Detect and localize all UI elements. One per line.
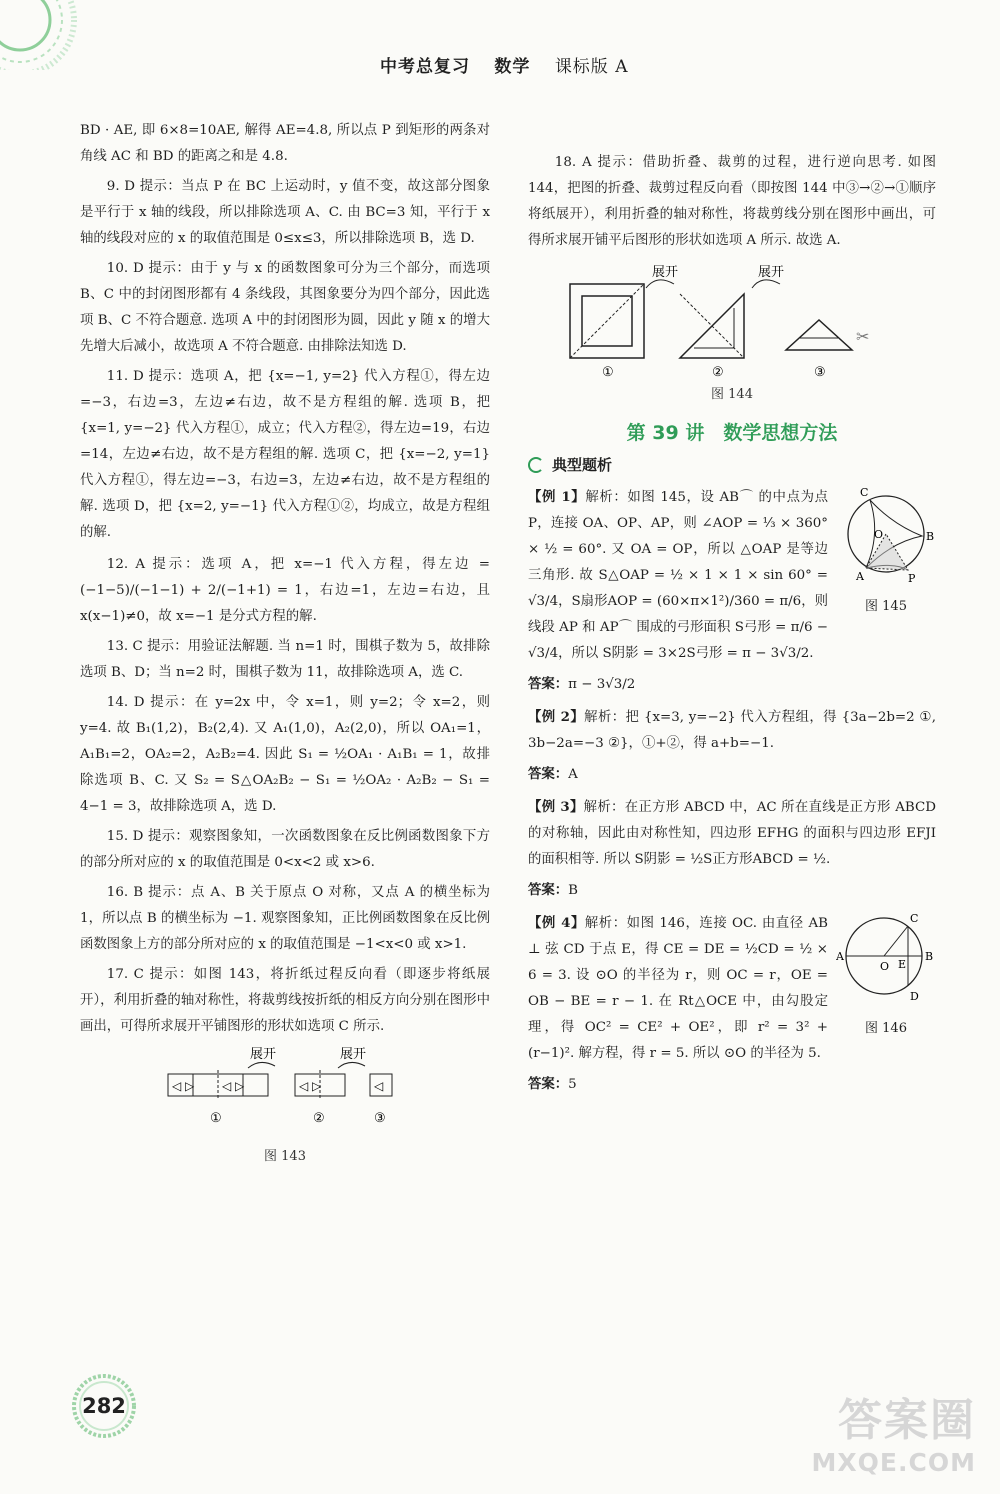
fig145-point-c: C <box>860 486 869 499</box>
figure-144-unfold-2: 展开 <box>758 265 785 280</box>
page-number-badge <box>70 1372 138 1440</box>
watermark <box>812 1384 976 1477</box>
svg-text:◁ ▷: ◁ ▷ <box>172 1079 195 1093</box>
figure-143-drawing <box>160 1044 410 1144</box>
example-2-answer-label: 答案： <box>528 766 569 782</box>
example-1-answer-label: 答案： <box>528 676 569 692</box>
lecture-title: 第 39 讲 数学思想方法 <box>626 422 838 444</box>
figure-143-caption: 图 143 <box>264 1149 306 1164</box>
subject: 数学 <box>494 57 531 77</box>
fig146-point-a: A <box>836 950 844 963</box>
example-1-answer-value: π − 3√3/2 <box>568 677 636 692</box>
svg-text:◁ ▷: ◁ ▷ <box>222 1079 245 1093</box>
example-2-answer <box>528 761 936 788</box>
example-3-answer-value: B <box>568 883 579 898</box>
example-2-text: 解析：把 {x=3, y=−2} 代入方程组，得 {3a−2b=2 ①, 3b−2a=−3 ②}，①+②，得 a+b=−1. <box>528 710 936 751</box>
answer-17: 17. C 提示：如图 143，将折纸过程反向看（即逐步将纸展开），利用折叠的轴对称性，将裁剪线按折纸的相反方向分别在图形中画出，可得所求展开平铺图形的形状如选项 C 所示. <box>80 967 490 1034</box>
fig146-point-d: D <box>910 990 919 1003</box>
figure-145-caption: 图 145 <box>865 599 907 614</box>
section-heading <box>528 452 936 478</box>
figure-144-step-1: ① <box>602 365 614 380</box>
fig145-point-p: P <box>908 572 916 584</box>
figure-143 <box>80 1044 490 1170</box>
watermark-logo: 答案圈 <box>838 1395 976 1446</box>
figure-143-step-2: ② <box>313 1111 325 1126</box>
figure-143-step-1: ① <box>210 1111 222 1126</box>
example-4-answer <box>528 1071 936 1098</box>
figure-145-drawing <box>836 484 936 584</box>
example-3-answer-label: 答案： <box>528 882 569 898</box>
book-title: 中考总复习 <box>380 57 470 77</box>
example-3-label: 【例 3】 <box>528 799 584 815</box>
figure-144-drawing <box>562 262 902 382</box>
example-3-text: 解析：在正方形 ABCD 中，AC 所在直线是正方形 ABCD 的对称轴，因此由对称性知，四边形 EFHG 的面积与四边形 EFJI 的面积相等. 所以 S阴影 = ½S正方形ABCD = ½. <box>528 800 936 867</box>
answer-10: 10. D 提示：由于 y 与 x 的函数图象可分为三个部分，而选项 B、C 中的封闭图形都有 4 条线段，其图象要分为四个部分，因此选项 B、C 不符合题意. 选项 A 中的封闭图形为圆，因此 y 随 x 的增大先增大后减小，故选项 A 不符合题意. 由排除法知选 D. <box>80 261 490 354</box>
fig146-point-b: B <box>925 950 934 963</box>
answer-9: 9. D 提示：当点 P 在 BC 上运动时，y 值不变，故这部分图象是平行于 x 轴的线段，所以排除选项 A、C. 由 BC=3 知，平行于 x 轴的线段对应的 x 的取值范围是 0≤x≤3，所以排除选项 B，选 D. <box>80 179 490 246</box>
intro-paragraph: BD · AE, 即 6×8=10AE, 解得 AE=4.8, 所以点 P 到矩形的两条对角线 AC 和 BD 的距离之和是 4.8. <box>80 123 490 164</box>
page-number: 282 <box>82 1394 126 1418</box>
figure-143-step-3: ③ <box>374 1111 386 1126</box>
figure-146-drawing <box>836 910 936 1006</box>
example-2 <box>528 704 936 757</box>
running-header <box>380 52 629 77</box>
answer-11: 11. D 提示：选项 A，把 {x=−1, y=2} 代入方程①，得左边=−3，右边=3，左边≠右边，故不是方程组的解. 选项 B，把 {x=1, y=−2} 代入方程①，成立；代入方程②，得左边=19，右边=14，左边≠右边，故不是方程组的解. 选项 C，把 {x=−2, y=1} 代入方程①，得左边=−3，右边=3，左边≠右边，故不是方程组的解. 选项 D，把 {x=2, y=−1} 代入方程①②，均成立，故是方程组的解. <box>80 369 490 540</box>
fig145-point-b: B <box>926 530 935 543</box>
svg-text:◁: ◁ <box>374 1079 384 1093</box>
edition: 课标版 A <box>554 57 629 77</box>
example-1-label: 【例 1】 <box>528 489 586 505</box>
answer-14: 14. D 提示：在 y=2x 中，令 x=1，则 y=2；令 x=2，则 y=4. 故 B₁(1,2)，B₂(2,4). 又 A₁(1,0)，A₂(2,0)，所以 OA₁=1，A₁B₁=2，OA₂=2，A₂B₂=4. 因此 S₁ = ½OA₁ · A₁B₁ = 1，故排除选项 B、C. 又 S₂ = S△OA₂B₂ − S₁ = ½OA₂ · A₂B₂ − S₁ = 4−1 = 3，故排除选项 A，选 D. <box>80 695 490 814</box>
figure-143-unfold-2: 展开 <box>340 1047 367 1062</box>
figure-146 <box>836 910 936 1042</box>
example-4-answer-label: 答案： <box>528 1076 569 1092</box>
fig145-point-o: O <box>874 528 884 541</box>
figure-144-unfold-1: 展开 <box>652 265 679 280</box>
fig145-point-a: A <box>856 570 864 583</box>
figure-144-step-3: ③ <box>814 365 826 380</box>
section-circle-icon <box>528 457 544 473</box>
example-2-answer-value: A <box>568 767 578 782</box>
example-4-text: 解析：如图 146，连接 OC. 由直径 AB ⊥ 弦 CD 于点 E，得 CE = DE = ½CD = ½ × 6 = 3. 设 ⊙O 的半径为 r，则 OC = r，OE = OB − BE = r − 1. 在 Rt△OCE 中，由勾股定理，得 OC² = CE² + OE²，即 r² = 3² + (r−1)². 解方程，得 r = 5. 所以 ⊙O 的半径为 5. <box>528 916 828 1061</box>
corner-decoration <box>0 0 110 70</box>
example-2-label: 【例 2】 <box>528 709 585 725</box>
example-4-label: 【例 4】 <box>528 915 585 931</box>
example-1-text: 解析：如图 145，设 AB⌒ 的中点为点 P，连接 OA、OP、AP，则 ∠AOP = ⅓ × 360° × ½ = 60°. 又 OA = OP，所以 △OAP 是等边三角形. 故 S△OAP = ½ × 1 × 1 × sin 60° = √3/4，S扇形AOP = (60×π×1²)/360 = π/6，则线段 AP 和 AP⌒ 围成的弓形面积 S弓形 = π/6 − √3/4，所以 S阴影 = 3×2S弓形 = π − 3√3/2. <box>528 490 829 661</box>
answer-18: 18. A 提示：借助折叠、裁剪的过程，进行逆向思考. 如图 144，把图的折叠、裁剪过程反向看（即按图 144 中③→②→①顺序将纸展开），利用折叠的轴对称性，将裁剪线分别在图形中画出，可得所求展开铺平后图形的形状如选项 A 所示. 故选 A. <box>528 155 936 248</box>
answer-13: 13. C 提示：用验证法解题. 当 n=1 时，围棋子数为 5，故排除选项 B、D；当 n=2 时，围棋子数为 11，故排除选项 A，选 C. <box>80 639 490 680</box>
figure-144 <box>528 262 936 408</box>
figure-143-unfold-1: 展开 <box>250 1047 277 1062</box>
example-1-answer <box>528 671 936 698</box>
left-column <box>80 118 490 1170</box>
fig146-point-c: C <box>910 912 919 925</box>
svg-text:✂: ✂ <box>856 327 870 346</box>
answer-12: 12. A 提示：选项 A，把 x=−1 代入方程，得左边 = (−1−5)/(−1−1) + 2/(−1+1) = 1，右边=1，左边=右边，且 x(x−1)≠0，故 x=−1 是分式方程的解. <box>80 557 490 624</box>
answer-15: 15. D 提示：观察图象知，一次函数图象在反比例函数图象下方的部分所对应的 x 的取值范围是 0<x<2 或 x>6. <box>80 829 490 870</box>
watermark-url: MXQE.COM <box>811 1448 976 1477</box>
answer-16: 16. B 提示：点 A、B 关于原点 O 对称，又点 A 的横坐标为 1，所以点 B 的横坐标为 −1. 观察图象知，正比例函数图象在反比例函数图象上方的部分所对应的 x 的取值范围是 −1<x<0 或 x>1. <box>80 885 490 952</box>
fig146-point-o: O <box>880 960 890 973</box>
svg-text:◁ ▷: ◁ ▷ <box>299 1079 322 1093</box>
figure-145 <box>836 484 936 620</box>
figure-146-caption: 图 146 <box>865 1021 907 1036</box>
example-4-answer-value: 5 <box>568 1077 577 1092</box>
fig146-point-e: E <box>898 958 907 971</box>
figure-144-step-2: ② <box>712 365 724 380</box>
example-3 <box>528 794 936 873</box>
example-3-answer <box>528 877 936 904</box>
figure-144-caption: 图 144 <box>711 387 753 402</box>
right-column <box>528 150 936 1102</box>
section-title: 典型题析 <box>552 456 613 474</box>
